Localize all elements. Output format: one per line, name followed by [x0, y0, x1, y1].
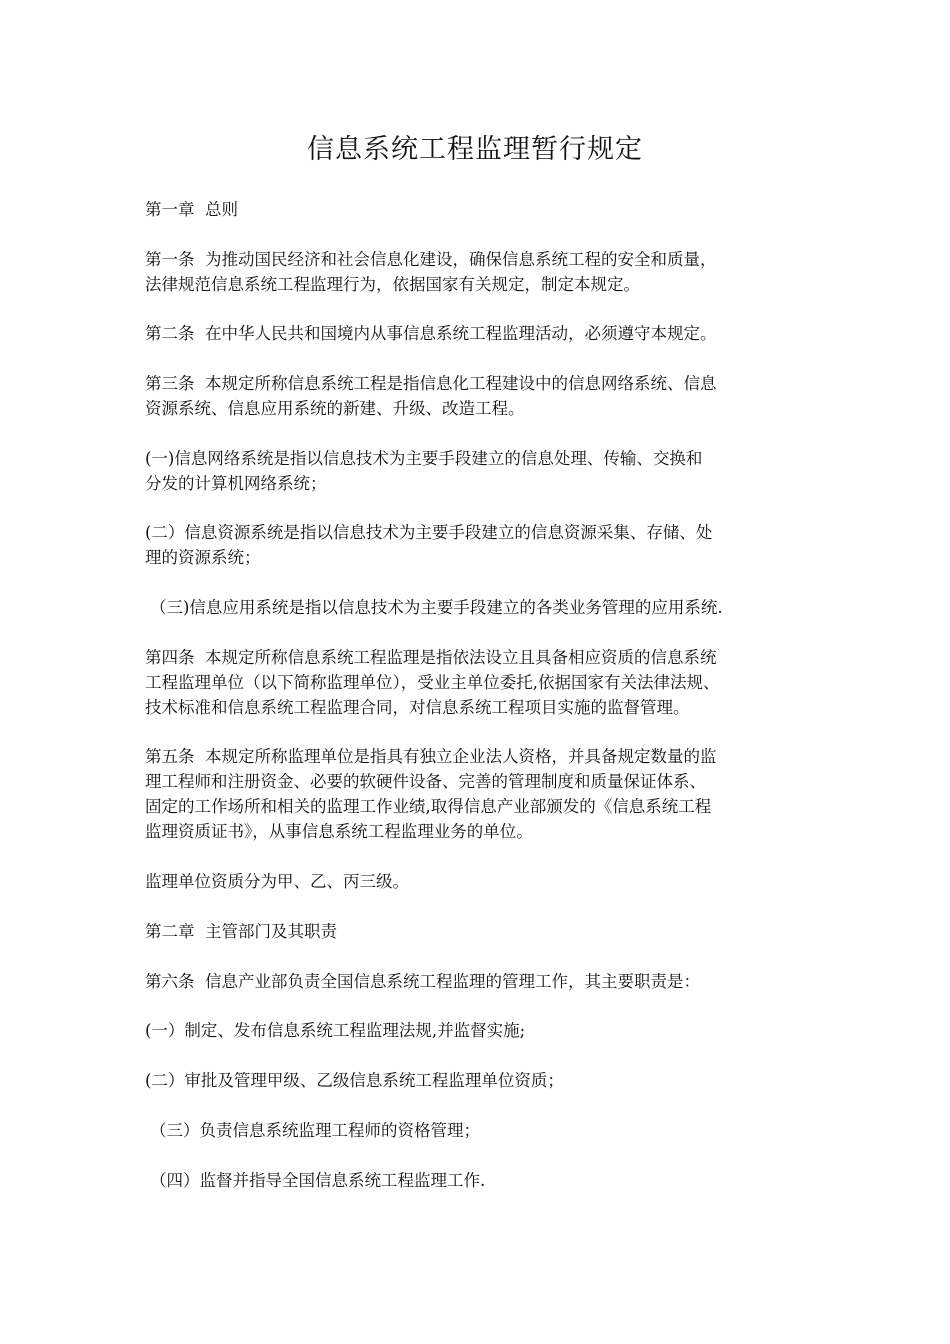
article-3-item-1: (一)信息网络系统是指以信息技术为主要手段建立的信息处理、传输、交换和 分发的计算机网络系统； [145, 449, 703, 493]
chapter-2-heading: 第二章 主管部门及其职责 [145, 922, 337, 941]
article-3: 第三条 本规定所称信息系统工程是指信息化工程建设中的信息网络系统、信息 资源系统、信息应用系统的新建、升级、改造工程。 [145, 374, 717, 418]
article-6-item-3: （三）负责信息系统监理工程师的资格管理； [150, 1121, 480, 1140]
article-6: 第六条 信息产业部负责全国信息系统工程监理的管理工作，其主要职责是： [145, 972, 700, 991]
article-6-item-4: （四）监督并指导全国信息系统工程监理工作. [150, 1171, 486, 1190]
article-4: 第四条 本规定所称信息系统工程监理是指依法设立且具备相应资质的信息系统 工程监理单位（以下简称监理单位），受业主单位委托,依据国家有关法律法规、 技术标准和信息系统工程监理合同，对信息系统工程项目实施的监督管理。 [145, 648, 720, 717]
document-title: 信息系统工程监理暂行规定 [307, 134, 643, 165]
article-6-item-1: (一）制定、发布信息系统工程监理法规,并监督实施; [145, 1021, 526, 1040]
qualification-levels: 监理单位资质分为甲、乙、丙三级。 [145, 872, 409, 891]
article-2: 第二条 在中华人民共和国境内从事信息系统工程监理活动，必须遵守本规定。 [145, 324, 717, 343]
article-6-item-2: (二）审批及管理甲级、乙级信息系统工程监理单位资质； [145, 1071, 564, 1090]
article-5: 第五条 本规定所称监理单位是指具有独立企业法人资格，并具备规定数量的监 理工程师和注册资金、必要的软硬件设备、完善的管理制度和质量保证体系、 固定的工作场所和相关的监理工作业绩,取得信息产业部颁发的《信息系统工程 监理资质证书》，从事信息系统工程监理业务的单位。 [145, 747, 717, 841]
article-3-item-2: (二）信息资源系统是指以信息技术为主要手段建立的信息资源采集、存储、处 理的资源系统； [145, 523, 713, 567]
article-3-item-3: （三)信息应用系统是指以信息技术为主要手段建立的各类业务管理的应用系统. [150, 598, 723, 617]
article-1: 第一条 为推动国民经济和社会信息化建设，确保信息系统工程的安全和质量， 法律规范信息系统工程监理行为，依据国家有关规定，制定本规定。 [145, 250, 717, 294]
chapter-1-heading: 第一章 总则 [145, 200, 238, 219]
